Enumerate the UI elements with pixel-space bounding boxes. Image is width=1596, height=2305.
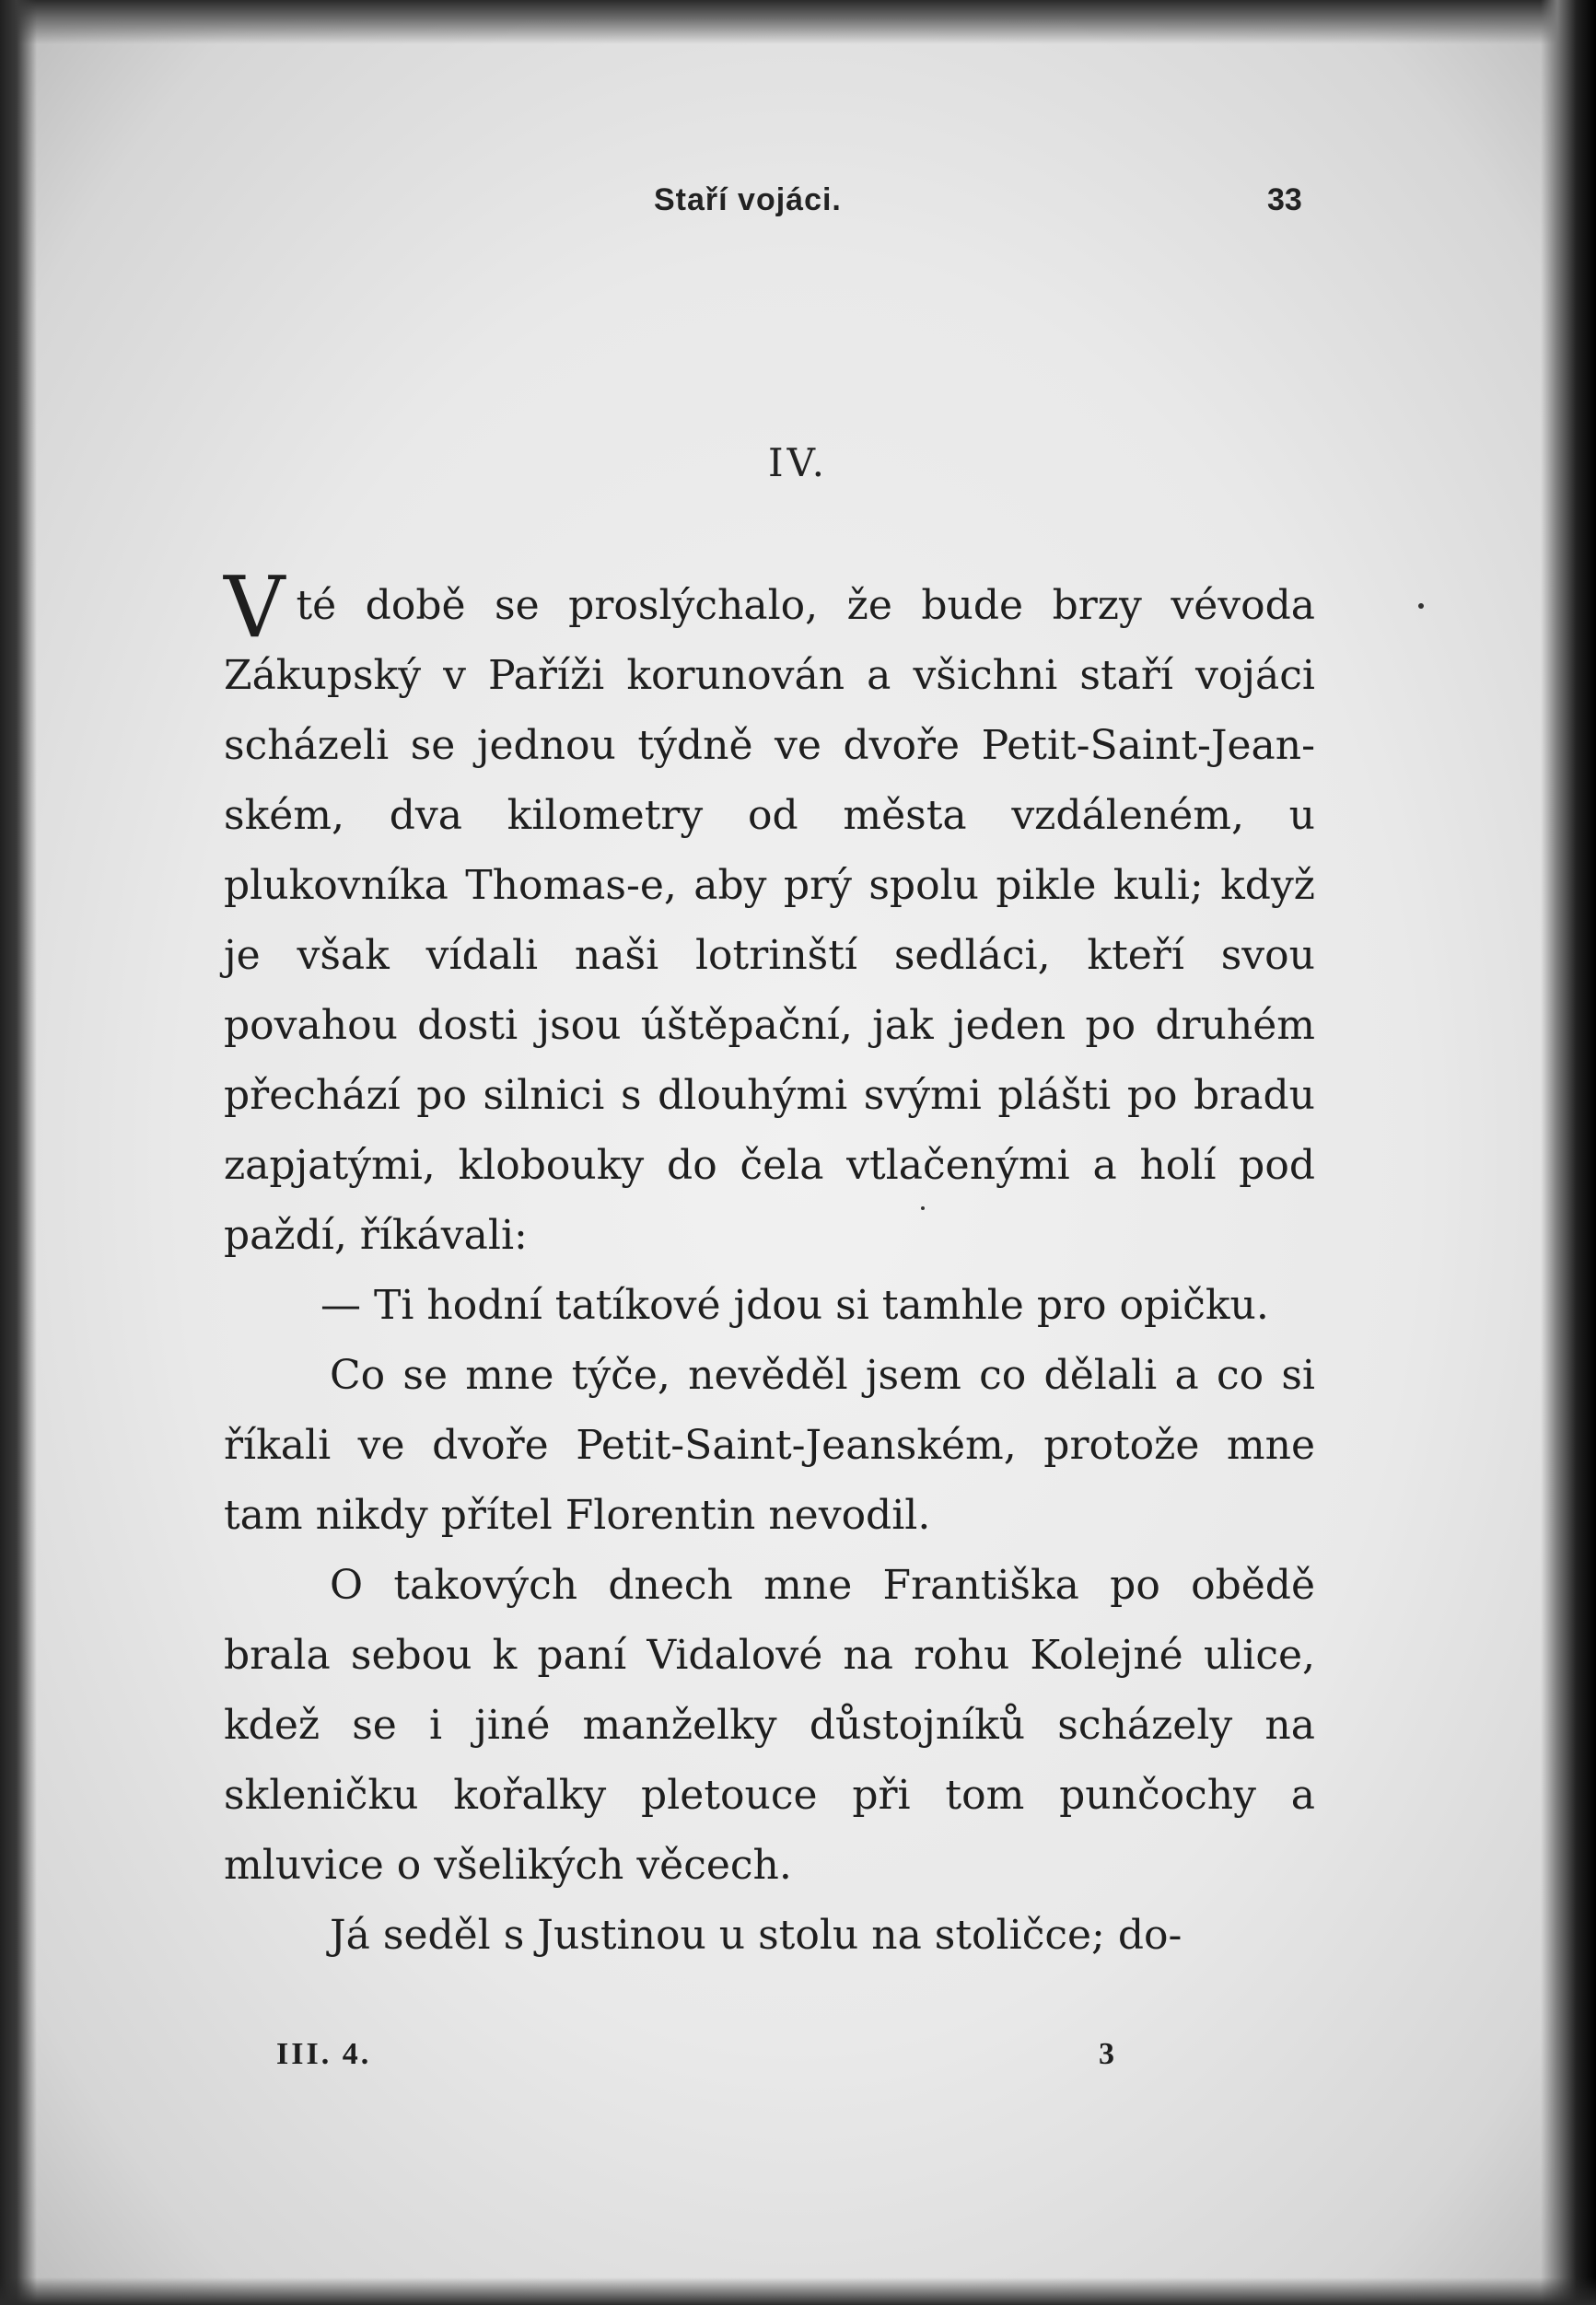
scan-edge-right — [1541, 0, 1596, 2305]
paragraph-2: — Ti hodní tatíkové jdou si tamhle pro opičku. — [320, 1282, 1269, 1329]
signature-mark-right: 3 — [1099, 2037, 1114, 2071]
running-title: Staří vojáci. — [654, 182, 842, 217]
paragraph-4: O takových dnech mne Františka po obědě brala sebou k paní Vidalové na rohu Kolejné ulice, kdež se i jiné manželky důstojníků scházely na skleničku kořalky pletouce při tom punčochy a mluvice o všelikých věcech. — [224, 1562, 1315, 1889]
running-head — [0, 182, 1596, 238]
chapter-heading: IV. — [768, 440, 828, 485]
paragraph-1-text: té době se proslýchalo, že bude brzy vévoda Zákupský v Paříži korunován a všichni staří vojáci scházeli se jednou týdně ve dvoře Petit-Saint-Jean-ském, dva kilometry od města vzdáleném, u plukovníka Thomas-e, aby prý spolu pikle kuli; když je však vídali naši lotrinští sedláci, kteří svou povahou dosti jsou úštěpační, jak jeden po druhém přechází po silnici s dlouhými svými plášti po bradu zapjatými, klobouky do čela vtlačenými a holí pod paždí, říkávali: — [224, 582, 1315, 1259]
printer-signature — [0, 2037, 1596, 2083]
drop-cap: V — [224, 558, 285, 657]
body-text — [224, 558, 1315, 1971]
paragraph-3: Co se mne týče, nevěděl jsem co dělali a co si říkali ve dvoře Petit-Saint-Jeanském, protože mne tam nikdy přítel Florentin nevodil. — [224, 1352, 1315, 1539]
scan-edge-bottom — [0, 2277, 1596, 2305]
print-speck — [1418, 603, 1424, 609]
page-number: 33 — [1267, 182, 1302, 217]
scan-edge-left — [0, 0, 37, 2305]
paragraph-5: Já seděl s Justinou u stolu na stoličce; do- — [330, 1912, 1182, 1959]
scan-edge-top — [0, 0, 1596, 44]
signature-mark-left: III. 4. — [276, 2037, 372, 2071]
paragraph-1 — [224, 558, 1315, 1271]
